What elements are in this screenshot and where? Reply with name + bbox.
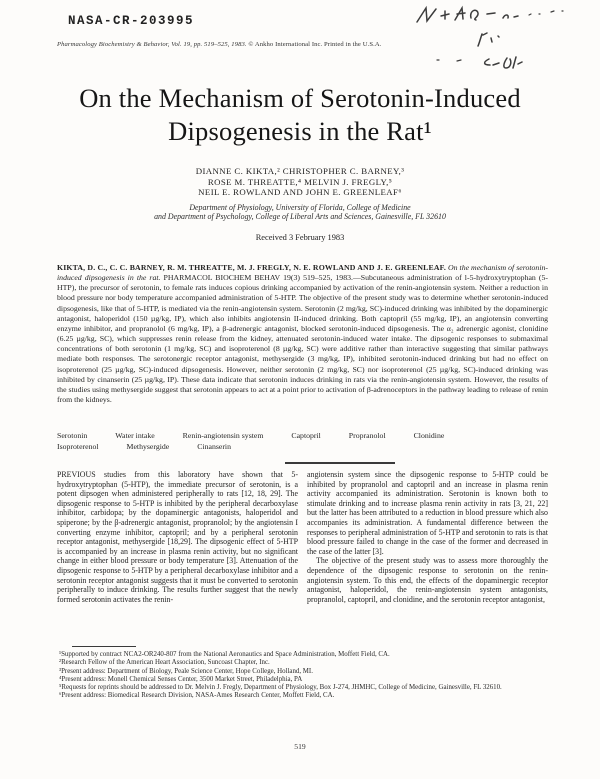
footnote-text: Present address: Department of Biology, Peale Science Center, Hope College, Holland, MI. xyxy=(61,667,313,675)
affiliation-line-1: Department of Physiology, University of Florida, College of Medicine xyxy=(189,203,411,212)
abstract-article-title: On the mechanism of serotonin-induced dipsogenesis in the rat. xyxy=(57,263,548,283)
footnote-marker: ¹ xyxy=(59,651,62,658)
footnote-marker: ⁵ xyxy=(59,684,62,692)
body-paragraph: The objective of the present study was to assess more thoroughly the dependence of the dipsogenic response to serotonin on the renin-angiotensin system. To this end, the effects of the dopaminergic receptor antagonist, haloperidol, the renin-angiotensin system antagonists, propranolol, captopril, and clonidine, and the serotonin receptor antagonist, xyxy=(307,556,548,604)
keyword: Captopril xyxy=(291,431,321,440)
keyword: Cinanserin xyxy=(197,441,231,451)
body-paragraph: angiotensin system since the dipsogenic response to 5-HTP could be inhibited by propranolol and captopril and an increase in plasma renin activity accompanied its administration. Serotonin is known both to stimulate drinking and to increase plasma renin activity in rats [3, 21, 22] but the latter has been attributed to a reduction in blood pressure which also accompanies its administration. A fundamental difference between the responses to peripheral administration of 5-HTP and serotonin to rats is that blood pressure failed to change in the case of the former and decreased in the case of the latter [3]. xyxy=(307,470,548,556)
footnote-text: Research Fellow of the American Heart Association, Suncoast Chapter, Inc. xyxy=(61,659,270,667)
authors-line-3: NEIL E. ROWLAND AND JOHN E. GREENLEAF⁶ xyxy=(198,187,402,198)
abstract-citation: KIKTA, D. C., C. C. BARNEY, R. M. THREATTE, M. J. FREGLY, N. E. ROWLAND AND J. E. GREENLEAF. xyxy=(57,263,446,272)
footnote xyxy=(50,668,552,676)
keywords-row-2 xyxy=(57,442,548,453)
authors-line-1: DIANNE C. KIKTA,² CHRISTOPHER C. BARNEY,³ xyxy=(195,166,405,176)
keywords-row-1 xyxy=(57,431,548,442)
footnote-text: Present address: Biomedical Research Division, NASA-Ames Research Center, Moffett Field, CA. xyxy=(61,692,335,700)
abstract-body: —Subcutaneous administration of l-5-hydroxytryptophan (5-HTP), the precursor of serotonin, to female rats induces copious drinking accompanied by activation of the renin-angiotensin system. Neither a reduction in blood pressure nor body temperature accompanied administration of 5-HTP. The objective of the present study was to determine whether serotonin-induced dipsogenesis, like that of 5-HTP, is mediated via the renin-angiotensin system. Serotonin (2 mg/kg, SC)-induced drinking was inhibited by the dopaminergic antagonist, haloperidol (150 µg/kg, IP), which also inhibits angiotensin II-induced drinking. Both captopril (55 mg/kg, IP), an angiotensin converting enzyme inhibitor, and propranolol (6 mg/kg, IP), a β-adrenergic antagonist, blocked serotonin-induced dipsogenesis. The α₂ adrenergic agonist, clonidine (6.25 µg/kg, SC), which suppresses renin release from the kidney, attenuated serotonin-induced water intake. The dipsogenic responses to submaximal concentrations of both serotonin (1 mg/kg, SC) and isoproterenol (8 µg/kg, SC) were additive rather than interactive suggesting that similar pathways mediate both responses. The serotonergic receptor antagonist, methysergide (3 mg/kg, IP), inhibited serotonin-induced drinking but had no effect on isoproterenol (25 µg/kg, SC)-induced dipsogenesis. However, neither serotonin (2 mg/kg, SC) nor isoproterenol (25 µg/kg, SC)-induced drinking was inhibited by cinanserin (25 µg/kg, IP). These data indicate that serotonin induces drinking in rats via the renin-angiotensin system. However, the results of the studies using methysergide suggest that serotonin appears to act at a point prior to activation of β-adrenoceptors in the pathway leading to release of renin from the kidneys. xyxy=(57,273,548,405)
paper-title-line1: On the Mechanism of Serotonin-Induced xyxy=(79,83,521,113)
nasa-report-number: NASA-CR-203995 xyxy=(68,14,195,28)
footnote-marker: ² xyxy=(59,659,62,667)
page-number: 519 xyxy=(294,742,306,751)
keyword: Propranolol xyxy=(348,431,386,440)
body-paragraph: PREVIOUS studies from this laboratory have shown that 5-hydroxytryptophan (5-HTP), the immediate precursor of serotonin, is a potent dipsogen when administered peripherally to rats [12, 18, 29]. The dipsogenic response to 5-HTP is inhibited by the peripheral decarboxylase inhibitor, carbidopa; by the dopaminergic antagonists, haloperidol and spiperone; by the β-adrenergic antagonist, propranolol; by the angiotensin I converting enzyme inhibitor, captopril; and by a peripheral serotonin receptor antagonist, methysergide [18,29]. The dipsogenic effect of 5-HTP is accompanied by an increase in plasma renin activity, but no significant change in either blood pressure or body temperature [3]. Attenuation of the dipsogenic response to 5-HTP by a peripheral decarboxylase inhibitor and a serotonin receptor antagonist suggests that it must be converted to serotonin peripherally to induce drinking. The results further suggest that the newly formed serotonin activates the renin- xyxy=(57,470,298,604)
footnote-marker: ⁴ xyxy=(59,675,62,683)
body-right-column xyxy=(307,470,548,604)
footnote-marker: ³ xyxy=(59,667,62,675)
footnote xyxy=(50,684,552,692)
footnote xyxy=(50,676,552,684)
footnote-text: Supported by contract NCA2-OR240-807 from the National Aeronautics and Space Administration, Moffett Field, CA. xyxy=(61,651,390,658)
footnote xyxy=(50,692,552,700)
footnote-text: Present address: Monell Chemical Senses Center, 3500 Market Street, Philadelphia, PA xyxy=(61,675,303,683)
keyword: Water intake xyxy=(115,431,155,440)
footnote-marker: ⁶ xyxy=(59,692,62,700)
handwritten-annotation xyxy=(379,2,594,74)
keywords-block xyxy=(57,431,548,452)
abstract-journal-ref: PHARMACOL BIOCHEM BEHAV 19(3) 519–525, 1983. xyxy=(160,273,353,283)
footnote-divider-rule xyxy=(72,646,136,647)
authors-block xyxy=(0,166,600,198)
affiliation-line-2: and Department of Psychology, College of Liberal Arts and Sciences, Gainesville, FL 32610 xyxy=(154,212,446,222)
abstract-paragraph xyxy=(57,263,548,405)
footnote-text: Requests for reprints should be addressed to Dr. Melvin J. Fregly, Department of Physiology, Box J-274, JHMHC, College of Medicine, Gainesville, FL 32610. xyxy=(61,684,502,692)
journal-name-volume: Pharmacology Biochemistry & Behavior, Vol. 19, pp. 519–525, 1983. xyxy=(57,41,247,48)
authors-line-2: ROSE M. THREATTE,⁴ MELVIN J. FREGLY,⁵ xyxy=(207,176,393,187)
keyword: Methysergide xyxy=(126,441,170,451)
journal-citation-line xyxy=(57,41,497,48)
paper-title xyxy=(0,82,600,148)
footnotes-block xyxy=(50,651,552,701)
paper-title-line2: Dipsogenesis in the Rat¹ xyxy=(168,116,432,146)
keyword: Renin-angiotensin system xyxy=(182,431,264,440)
keyword: Clonidine xyxy=(413,431,445,440)
affiliation-block xyxy=(0,203,600,222)
keyword: Isoproterenol xyxy=(57,441,99,451)
footnote xyxy=(50,651,552,659)
keyword: Serotonin xyxy=(57,431,88,440)
received-date: Received 3 February 1983 xyxy=(255,233,345,242)
body-left-column xyxy=(57,470,298,604)
journal-copyright: © Ankho International Inc. Printed in the U.S.A. xyxy=(248,41,382,48)
keywords-divider-rule xyxy=(285,462,395,464)
footnote xyxy=(50,659,552,667)
